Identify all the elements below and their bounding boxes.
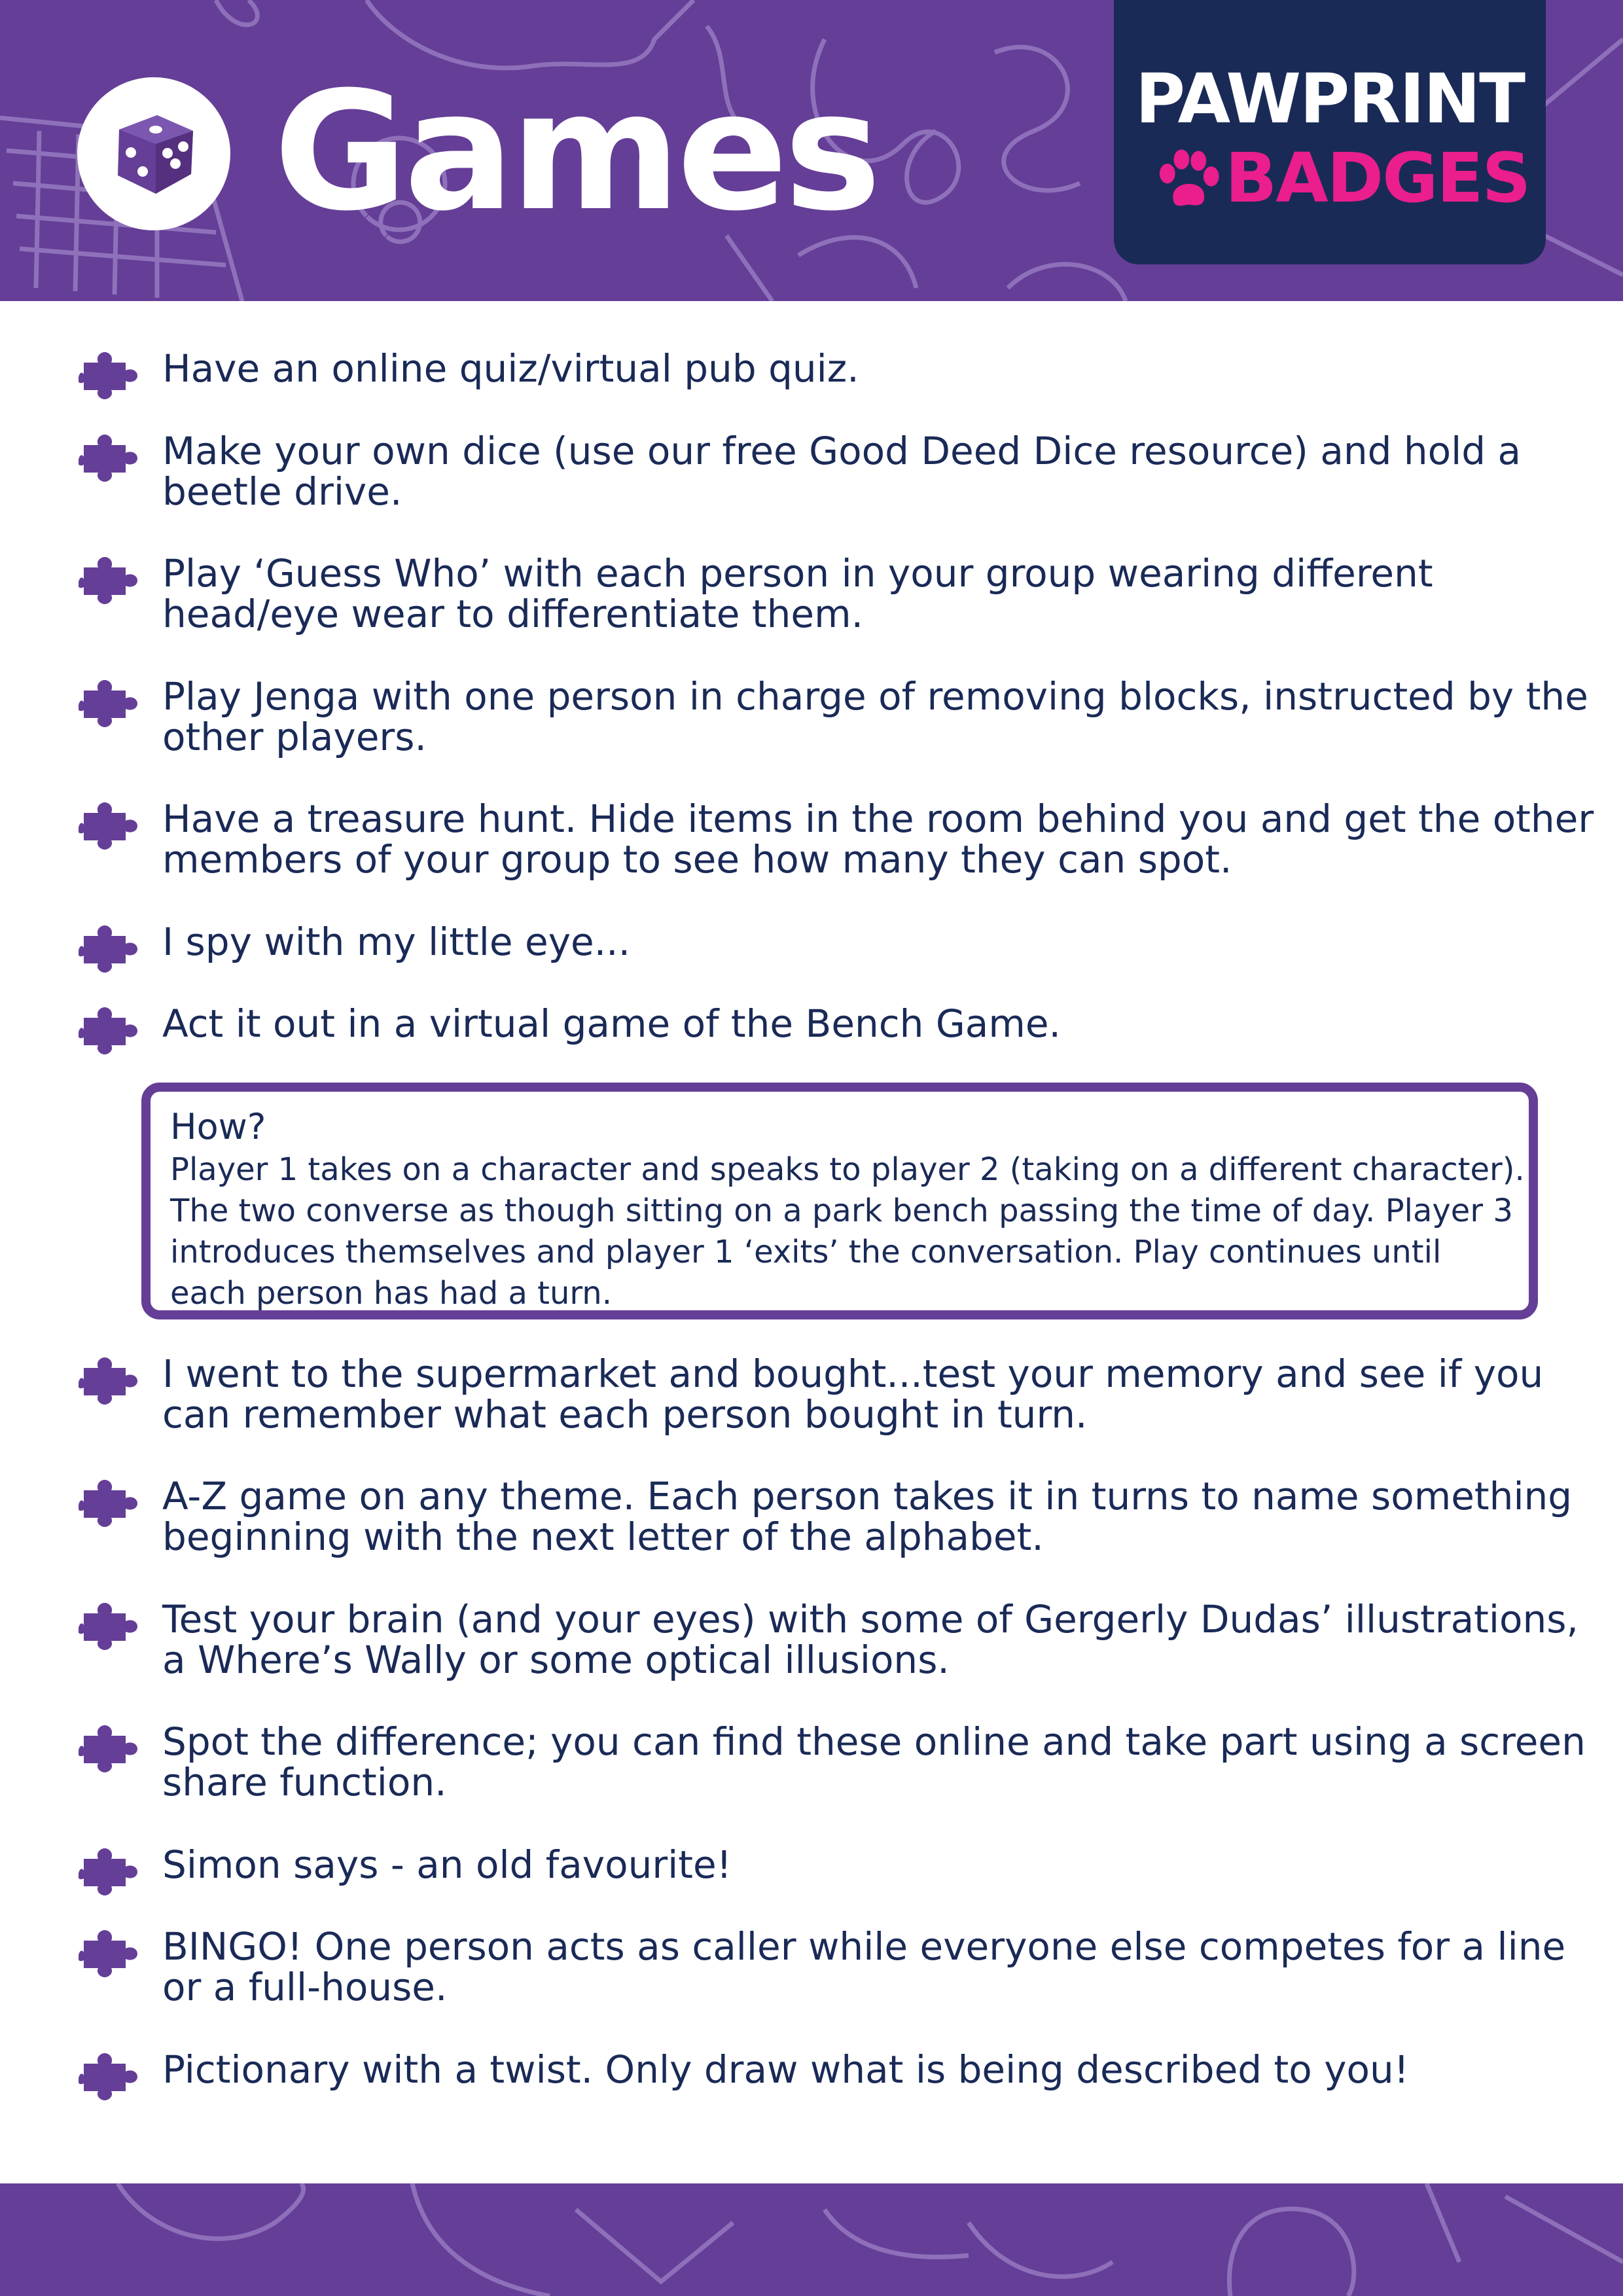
puzzle-piece-icon	[79, 1930, 139, 1977]
list-item-text: I went to the supermarket and bought...test your memory and see if you can remember what each person bought in turn.	[162, 1352, 1544, 1437]
doodle-background	[0, 2183, 1623, 2296]
list-item-text: Spot the difference; you can find these online and take part using a screen share function.	[162, 1719, 1586, 1804]
puzzle-piece-icon	[79, 557, 139, 604]
puzzle-piece-icon	[79, 802, 139, 850]
list-item-text: Have an online quiz/virtual pub quiz.	[162, 346, 859, 391]
puzzle-piece-icon	[79, 1725, 139, 1772]
puzzle-piece-icon	[79, 2053, 139, 2100]
puzzle-piece-icon	[79, 1603, 139, 1650]
list-item-text: Test your brain (and your eyes) with some of Gergerly Dudas’ illustrations, a Where’s Wally or some optical illusions.	[162, 1597, 1578, 1682]
puzzle-piece-icon	[79, 925, 139, 973]
list-item-text: Simon says - an old favourite!	[162, 1842, 732, 1887]
how-box-body: Player 1 takes on a character and speaks to player 2 (taking on a different character). The two converse as though sitting on a park bench passing the time of day. Player 3 introduces themselves and player 1 ‘exits’ the conversation. Play continues until each person has had a turn.	[170, 1151, 1525, 1312]
logo-line-1: PAWPRINT	[1135, 59, 1525, 139]
puzzle-piece-icon	[79, 352, 139, 399]
pawprint-badges-logo	[1114, 0, 1546, 264]
footer-banner	[0, 2183, 1623, 2296]
list-item-text: Play ‘Guess Who’ with each person in your group wearing different head/eye wear to differentiate them.	[162, 551, 1433, 636]
puzzle-piece-icon	[79, 1357, 139, 1405]
puzzle-piece-icon	[79, 1848, 139, 1895]
list-item-text: BINGO! One person acts as caller while everyone else competes for a line or a full-house.	[162, 1924, 1566, 2009]
list-item-text: Play Jenga with one person in charge of removing blocks, instructed by the other players.	[162, 674, 1588, 759]
puzzle-piece-icon	[79, 435, 139, 482]
page-title: Games	[274, 56, 878, 247]
list-item-text: Make your own dice (use our free Good Deed Dice resource) and hold a beetle drive.	[162, 429, 1522, 514]
header-banner	[0, 0, 1623, 301]
list-item-text: Pictionary with a twist. Only draw what is being described to you!	[162, 2047, 1410, 2092]
list-item-text: A-Z game on any theme. Each person takes it in turns to name something beginning with the next letter of the alphabet.	[162, 1474, 1573, 1559]
dice-icon	[105, 103, 203, 202]
list-item-text: Act it out in a virtual game of the Bench Game.	[162, 1001, 1061, 1046]
list-item-text: I spy with my little eye...	[162, 920, 631, 964]
list-item-text: Have a treasure hunt. Hide items in the room behind you and get the other members of your group to see how many they can spot.	[162, 797, 1594, 882]
puzzle-piece-icon	[79, 1007, 139, 1054]
logo-line-2: BADGES	[1225, 138, 1530, 218]
paw-icon	[1152, 145, 1222, 216]
how-box	[141, 1083, 1538, 1319]
puzzle-piece-icon	[79, 1480, 139, 1527]
how-box-title: How?	[170, 1106, 266, 1147]
puzzle-piece-icon	[79, 680, 139, 727]
dice-icon-circle	[77, 77, 230, 230]
